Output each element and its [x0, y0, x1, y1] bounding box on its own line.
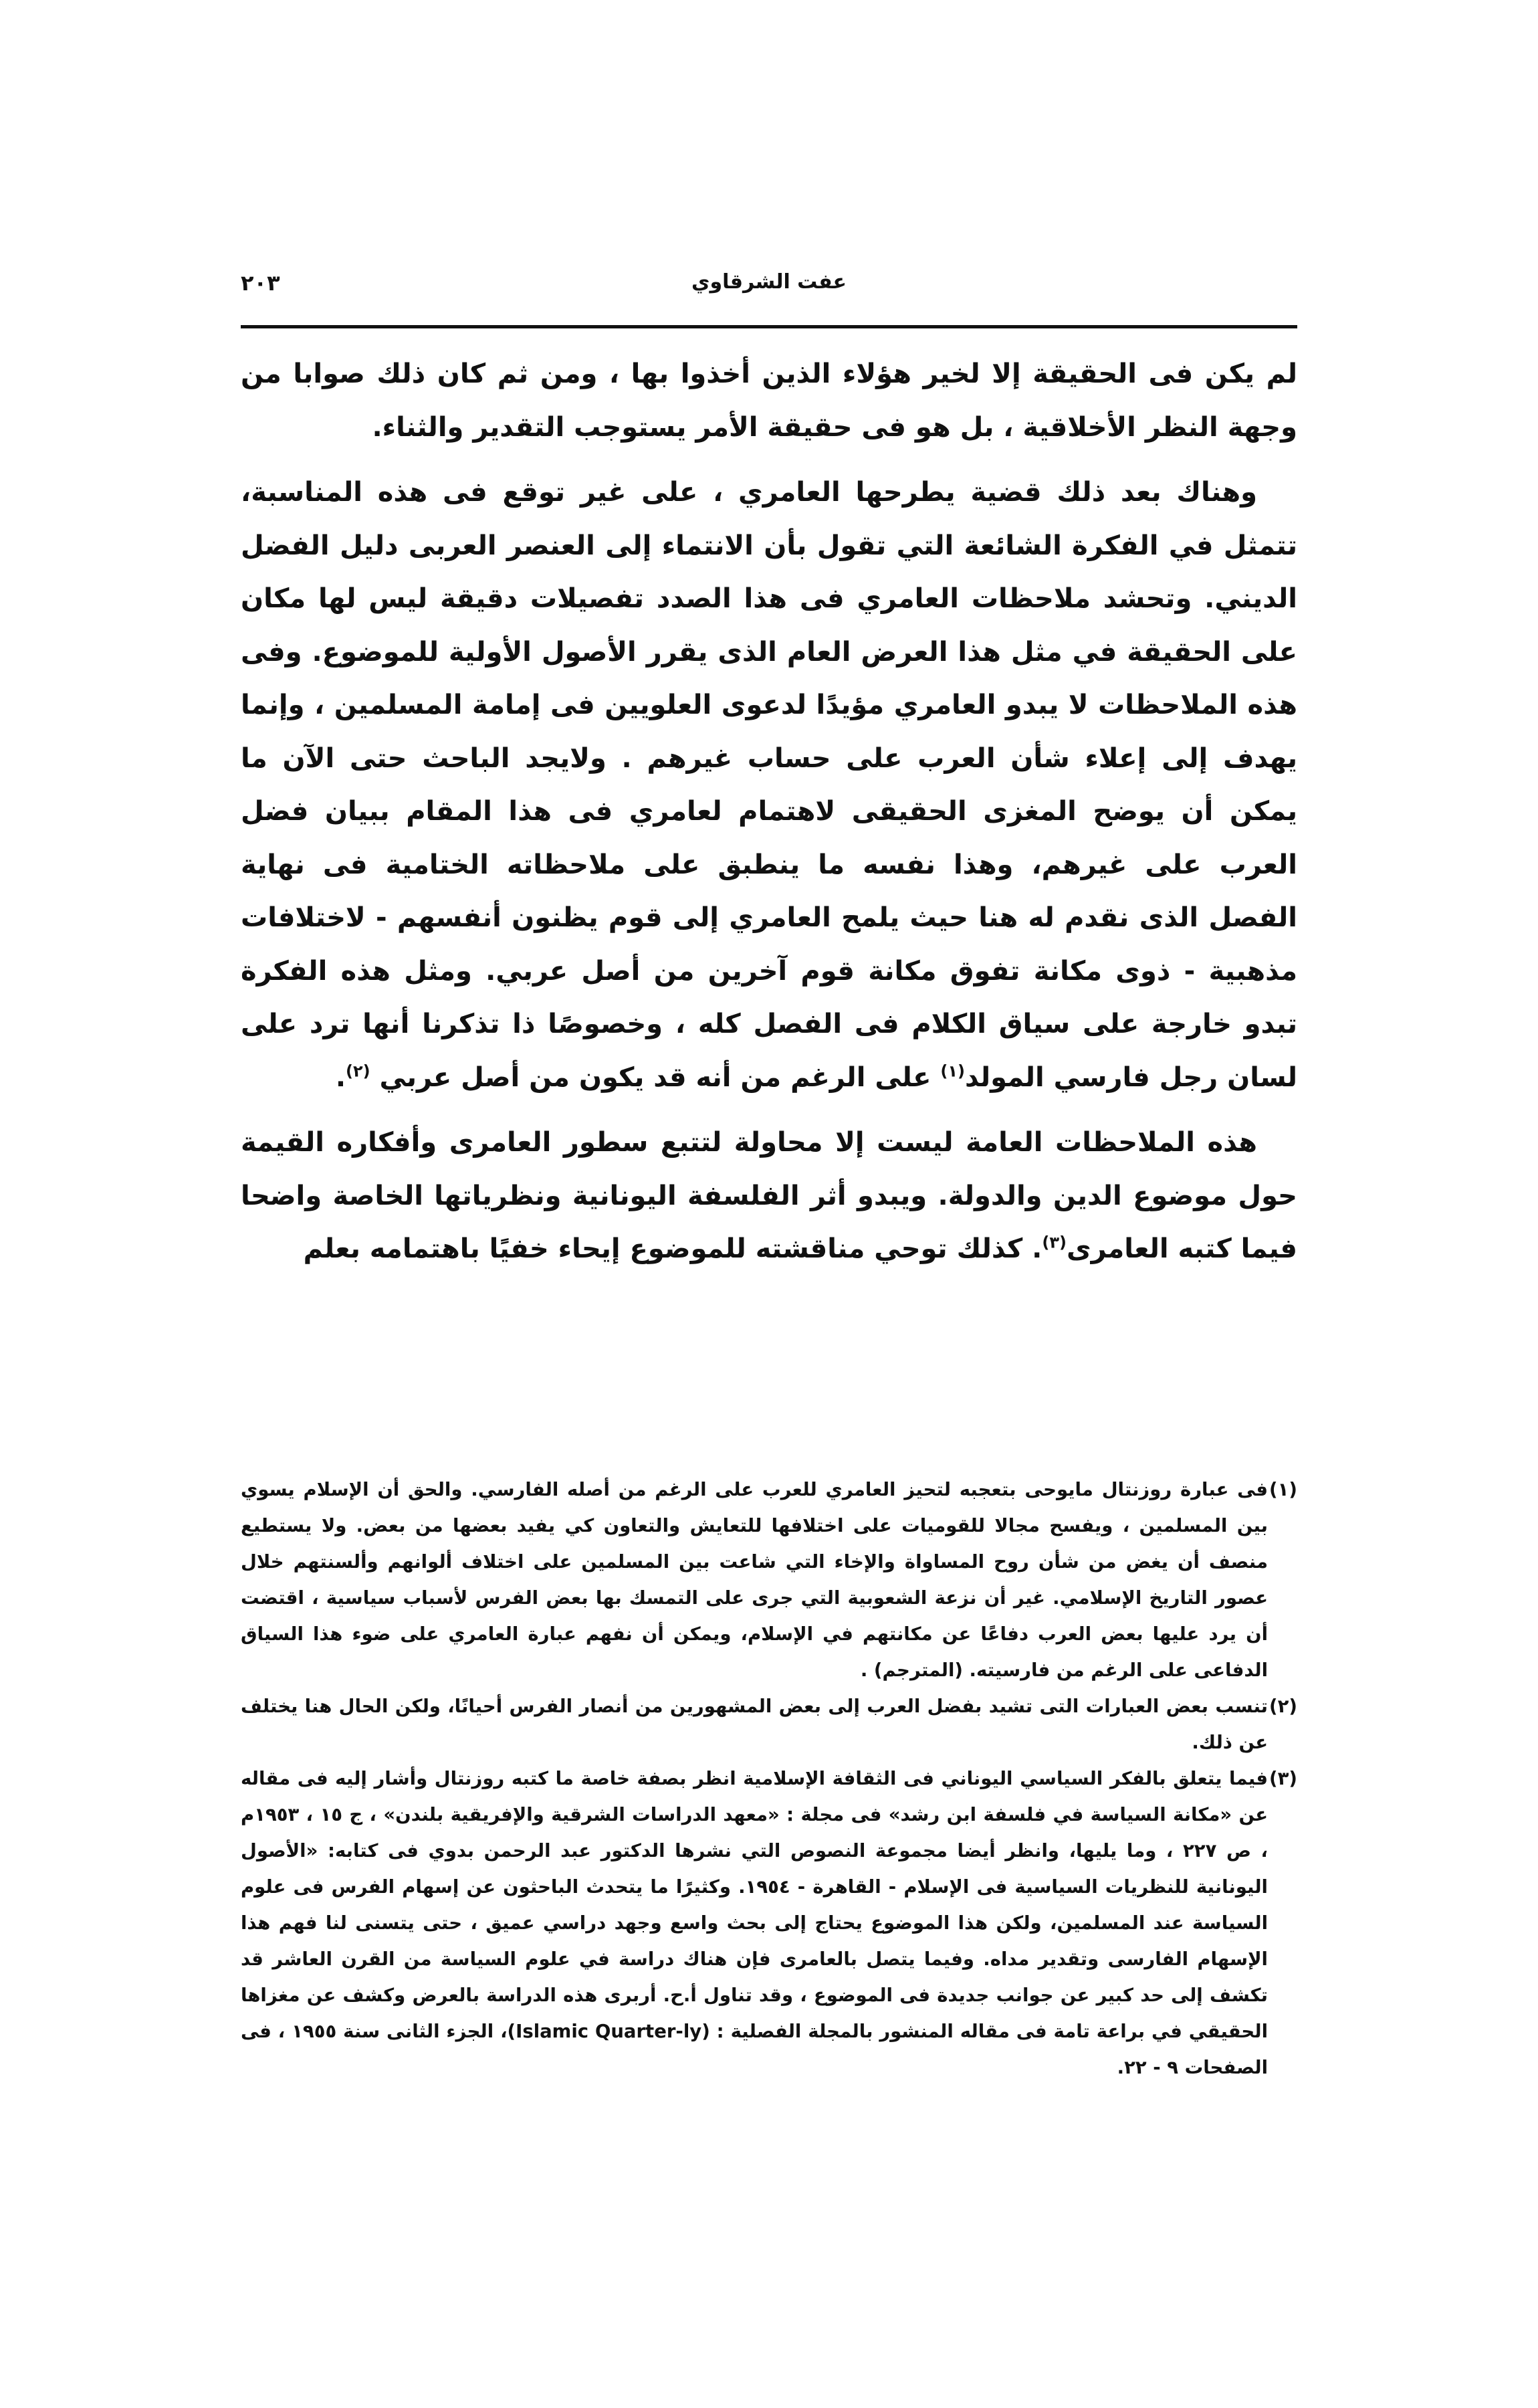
book-page: [241, 268, 1297, 2241]
running-header-author: عفت الشرقاوي: [691, 270, 847, 294]
footnote-marker: (١): [1269, 1479, 1297, 1500]
footnote-ref: (١): [940, 1062, 965, 1081]
footnotes: [241, 1472, 1297, 2086]
running-header: [241, 268, 1297, 314]
footnote: [241, 1472, 1297, 1688]
footnote: [241, 1688, 1297, 1761]
paragraph-text: كذلك توحي مناقشته للموضوع إيحاء خفيًا باهتمامه بعلم: [303, 1233, 1023, 1264]
footnote-marker: (٣): [1269, 1768, 1297, 1789]
sup-dot: .: [1032, 1233, 1042, 1264]
footnote-ref: (٣): [1042, 1233, 1067, 1252]
paragraph: [241, 1116, 1297, 1276]
footnote-marker: (٢): [1269, 1696, 1297, 1717]
footnote: [241, 1761, 1297, 2086]
footnote-ref: (٢): [346, 1062, 370, 1081]
paragraph-text: هذه الملاحظات العامة ليست إلا محاولة لتتبع سطور العامرى وأفكاره القيمة حول موضوع الدين والدولة. ويبدو أثر الفلسفة اليونانية ونظرياتها الخاصة واضحا فيما كتبه العامرى: [241, 1127, 1297, 1264]
end-dot: .: [335, 1062, 346, 1093]
footnote-text: تنسب بعض العبارات التى تشيد بفضل العرب إلى بعض المشهورين من أنصار الفرس أحيانًا، ولكن الحال هنا يختلف عن ذلك.: [241, 1696, 1268, 1753]
page-number: ٢٠٣: [241, 270, 280, 296]
paragraph-text: وهناك بعد ذلك قضية يطرحها العامري ، على غير توقع فى هذه المناسبة، تتمثل في الفكرة الشائعة التي تقول بأن الانتماء إلى العنصر العربى دليل الفضل الديني. وتحشد ملاحظات العامري فى هذا الصدد تفصيلات دقيقة ليس لها مكان على الحقيقة في مثل هذا العرض العام الذى يقرر الأصول الأولية للموضوع. وفى هذه الملاحظات لا يبدو العامري مؤيدًا لدعوى العلويين فى إمامة المسلمين ، وإنما يهدف إلى إعلاء شأن العرب على حساب غيرهم . ولايجد الباحث حتى الآن ما يمكن أن يوضح المغزى الحقيقى لاهتمام لعامري فى هذا المقام ببيان فضل العرب على غيرهم، وهذا نفسه ما ينطبق على ملاحظاته الختامية فى نهاية الفصل الذى نقدم له هنا حيث يلمح العامري إلى قوم يظنون أنفسهم - لاختلافات مذهبية - ذوى مكانة تفوق مكانة قوم آخرين من أصل عربي. ومثل هذه الفكرة تبدو خارجة على سياق الكلام فى الفصل كله ، وخصوصًا ذا تذكرنا أنها ترد على لسان رجل فارسي المولد: [241, 477, 1297, 1093]
paragraph: [241, 466, 1297, 1104]
footnote-text: فى عبارة روزنتال مايوحى بتعجبه لتحيز العامري للعرب على الرغم من أصله الفارسي. والحق أن الإسلام يسوي بين المسلمين ، ويفسح مجالا للقوميات على اختلافها للتعايش والتعاون كي يفيد بعضها من بعض. ولا يستطيع منصف أن يغض من شأن روح المساواة والإخاء التي شاعت بين المسلمين على اختلاف ألوانهم وألسنتهم خلال عصور التاريخ الإسلامي. غير أن نزعة الشعوبية التي جرى على التمسك بها بعض الفرس لأسباب سياسية ، اقتضت أن يرد عليها بعض العرب دفاعًا عن مكانتهم في الإسلام، ويمكن أن نفهم عبارة العامري على ضوء هذا السياق الدفاعى على الرغم من فارسيته. (المترجم) .: [241, 1479, 1268, 1681]
footnote-text: فيما يتعلق بالفكر السياسي اليوناني فى الثقافة الإسلامية انظر بصفة خاصة ما كتبه روزنتال وأشار إليه فى مقاله عن «مكانة السياسة في فلسفة ابن رشد» فى مجلة : «معهد الدراسات الشرقية والإفريقية بلندن» ، ج ١٥ ، ١٩٥٣م ، ص ٢٢٧ ، وما يليها، وانظر أيضا مجموعة النصوص التي نشرها الدكتور عبد الرحمن بدوي فى كتابه: «الأصول اليونانية للنظريات السياسية فى الإسلام - القاهرة - ١٩٥٤. وكثيرًا ما يتحدث الباحثون عن إسهام الفرس فى علوم السياسة عند المسلمين، ولكن هذا الموضوع يحتاج إلى بحث واسع وجهد دراسي عميق ، حتى يتسنى لنا فهم هذا الإسهام الفارسى وتقدير مداه. وفيما يتصل بالعامرى فإن هناك دراسة في علوم السياسة من القرن العاشر قد تكشف إلى حد كبير عن جوانب جديدة فى الموضوع ، وقد تناول أ.ح. أربرى هذه الدراسة بالعرض وكشف عن مغزاها الحقيقي في براعة تامة فى مقاله المنشور بالمجلة الفصلية : (Islamic Quarter-ly)، الجزء الثانى سنة ١٩٥٥ ، فى الصفحات ٩ - ٢٢.: [241, 1768, 1269, 2078]
header-rule: [241, 325, 1297, 328]
paragraph: [241, 348, 1297, 454]
paragraph-text: على الرغم من أنه قد يكون من أصل عربي: [379, 1062, 931, 1093]
main-text: [241, 348, 1297, 1276]
paragraph-text: لم يكن فى الحقيقة إلا لخير هؤلاء الذين أخذوا بها ، ومن ثم كان ذلك صوابا من وجهة النظر الأخلاقية ، بل هو فى حقيقة الأمر يستوجب التقدير والثناء.: [241, 359, 1297, 443]
